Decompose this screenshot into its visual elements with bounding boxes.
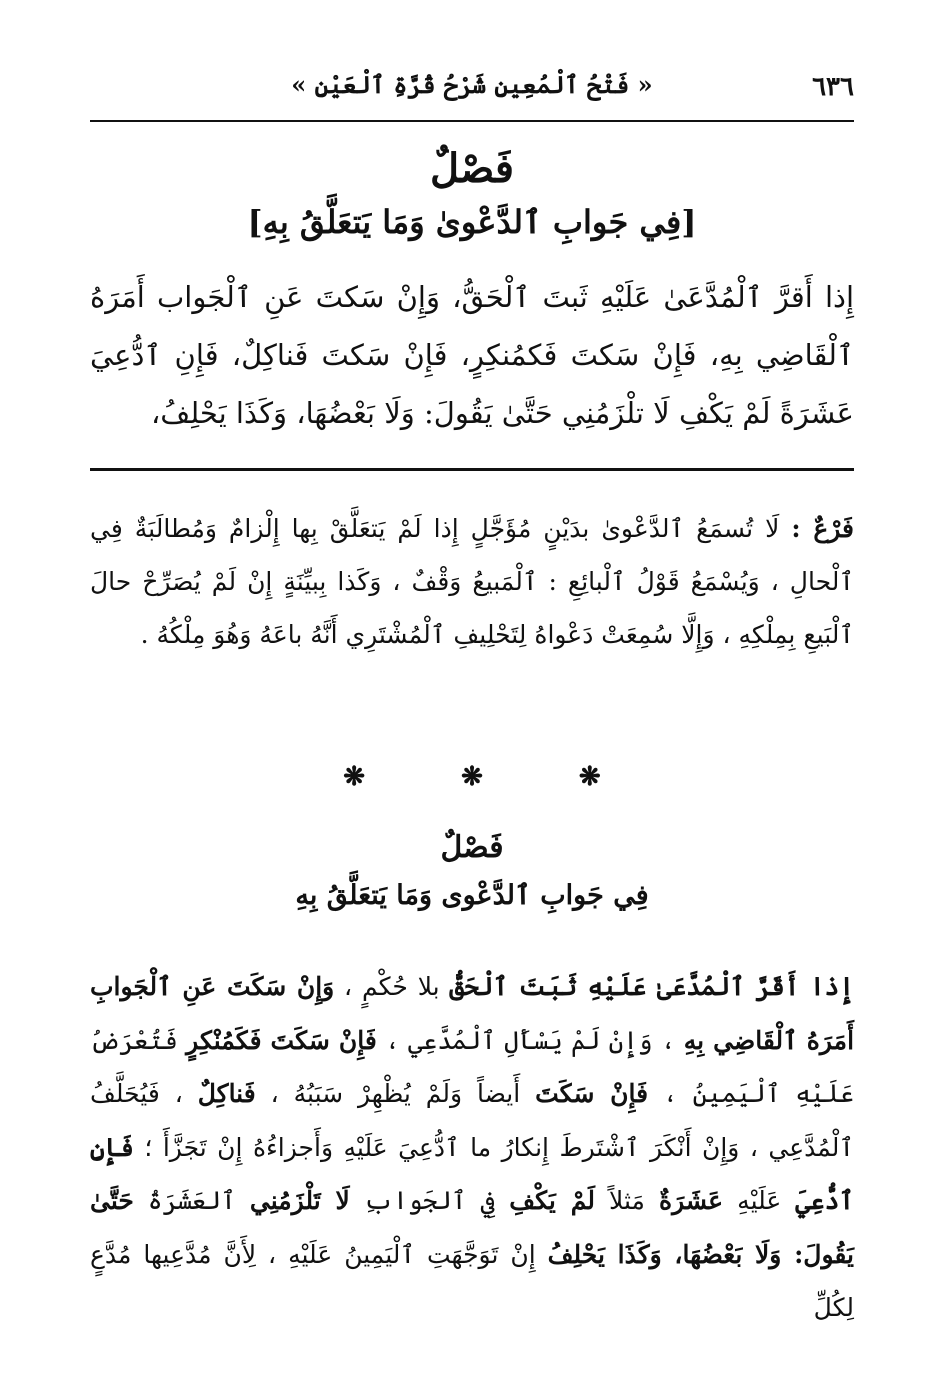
asterism-icon: ❋ (578, 762, 601, 792)
divider-rule (90, 468, 854, 471)
matn-segment: فَإِنْ سَكَتَ (535, 1079, 649, 1108)
matn-segment: فَناكِلٌ (197, 1079, 256, 1108)
commentary-paragraph (90, 960, 854, 1335)
matn-segment: فَإِنِ ٱدُّعِيَ (90, 1132, 854, 1215)
commentary-segment: ٱلعَشَرَةُ (133, 1186, 250, 1215)
asterism-icon: ❋ (343, 762, 366, 792)
commentary-segment: فَتُعْرَضُ عَلَيْهِ ٱلْيَمِينُ ، (90, 1025, 855, 1108)
commentary-segment: ، فَيُحَلَّفُ ٱلْمُدَّعِي ، وَإِنْ أَنْكَرَ ٱشْتَرطَ إِنكارُ ما ٱدُّعِيَ عَلَيْهِ وَأَجزاءُهُ إِنْ تَجَزَّأَ ؛ (90, 1079, 854, 1162)
running-title: « فَتْحُ ٱلْمُعِينِ شَرْحُ قُرَّةِ ٱلْعَيْنِ » (291, 70, 653, 99)
page-number: ٦٣٦ (812, 72, 854, 102)
matn-paragraph: إِذا أَقرَّ ٱلْمُدَّعَىٰ عَلَيْهِ ثَبتَ ٱلْحَقُّ، وَإِنْ سَكتَ عَنِ ٱلْجَواب أَمَرَهُ ٱلْقَاضِي بِهِ، فَإِنْ سَكتَ فَكمُنكِرٍ، فَإِنْ سَكتَ فَناكِلٌ، فَإِنِ ٱدُّعِيَ عَشَرَةً لَمْ يَكْفِ لَا تلْزَمُنِي حَتَّىٰ يَقُولَ: وَلَا بَعْضُهَا، وَكَذَا يَحْلِفُ، (90, 280, 854, 430)
matn-segment: وَإِنْ سَكَتَ عَنِ ٱلْجَوابِ أَمَرَهُ ٱلْقَاضِي بِهِ (90, 972, 855, 1055)
asterism-icon: ❋ (461, 762, 483, 792)
matn-segment: عَشَرَةٌ (658, 1186, 724, 1215)
matn-segment: لَمْ يَكْفِ (509, 1186, 595, 1215)
matn-segment: فَإِنْ سَكَتَ فَكَمُنْكِرٍ (186, 1025, 377, 1055)
footnote-text: لَا تُسمَعُ ٱلدَّعْوىٰ بدَيْنٍ مُؤَجَّلٍ إِذا لَمْ يَتعَلَّقْ بِها إِلْزامٌ وَمُطالَبَةٌ فِي ٱلْحالِ ، وَيُسْمَعُ قَوْلُ ٱلْبائِعِ : ٱلْمَبيعُ وَقْفٌ ، وَكَذا بِبيِّنَةٍ إِنْ لَمْ يُصَرِّحْ حالَ ٱلْبَيعِ بِمِلْكِهِ ، وَإِلَّا سُمِعَتْ دَعْواهُ لِتَحْلِيفِ ٱلْمُشْتَرِي أَنَّهُ باعَهُ وَهُوَ مِلْكُهُ . (90, 514, 854, 649)
footnote-paragraph (90, 502, 854, 661)
commentary-segment: بلا حُكْمٍ ، (334, 972, 450, 1001)
matn-segment: حَتَّىٰ يَقُولَ: وَلَا بَعْضُهَا، وَكَذَا يَحْلِفُ (90, 1186, 854, 1269)
matn-segment: إِذا أَقَرَّ ٱلْمُدَّعَىٰ عَلَيْهِ ثَبَتَ ٱلْحَقُّ (449, 972, 854, 1001)
section-heading-2: فَصْلٌ (440, 830, 504, 865)
section-heading: فَصْلٌ (429, 145, 515, 192)
page-header (90, 58, 854, 118)
commentary-segment: مَثلاً (594, 1186, 659, 1215)
commentary-segment: فِي ٱلجَوابِ (349, 1186, 510, 1215)
section-subtitle-2: فِي جَوابِ ٱلدَّعْوى وَمَا يَتعَلَّقُ بِهِ (295, 880, 649, 911)
section-subtitle: [فِي جَوابِ ٱلدَّعْوىٰ وَمَا يَتعَلَّقُ بِهِ] (247, 203, 697, 241)
section-separator (90, 762, 854, 792)
matn-segment: لَا تَلْزَمُنِي (249, 1186, 350, 1215)
header-rule (90, 120, 854, 122)
commentary-segment: ، وَإِنْ لَمْ يَسْأَلِ ٱلْمُدَّعِي ، (376, 1025, 684, 1055)
footnote-label: فَرْعٌ : (791, 514, 854, 543)
commentary-segment: أَيضاً وَلَمْ يُظْهِرْ سَبَبُهُ ، (255, 1079, 536, 1108)
commentary-segment: عَلَيْهِ (723, 1186, 796, 1215)
commentary-segment: إِنْ تَوَجَّهَتِ ٱلْيَمِينُ عَلَيْهِ ، لِأَنَّ مُدَّعِيها مُدَّعٍ لِكُلِّ (90, 1239, 854, 1322)
